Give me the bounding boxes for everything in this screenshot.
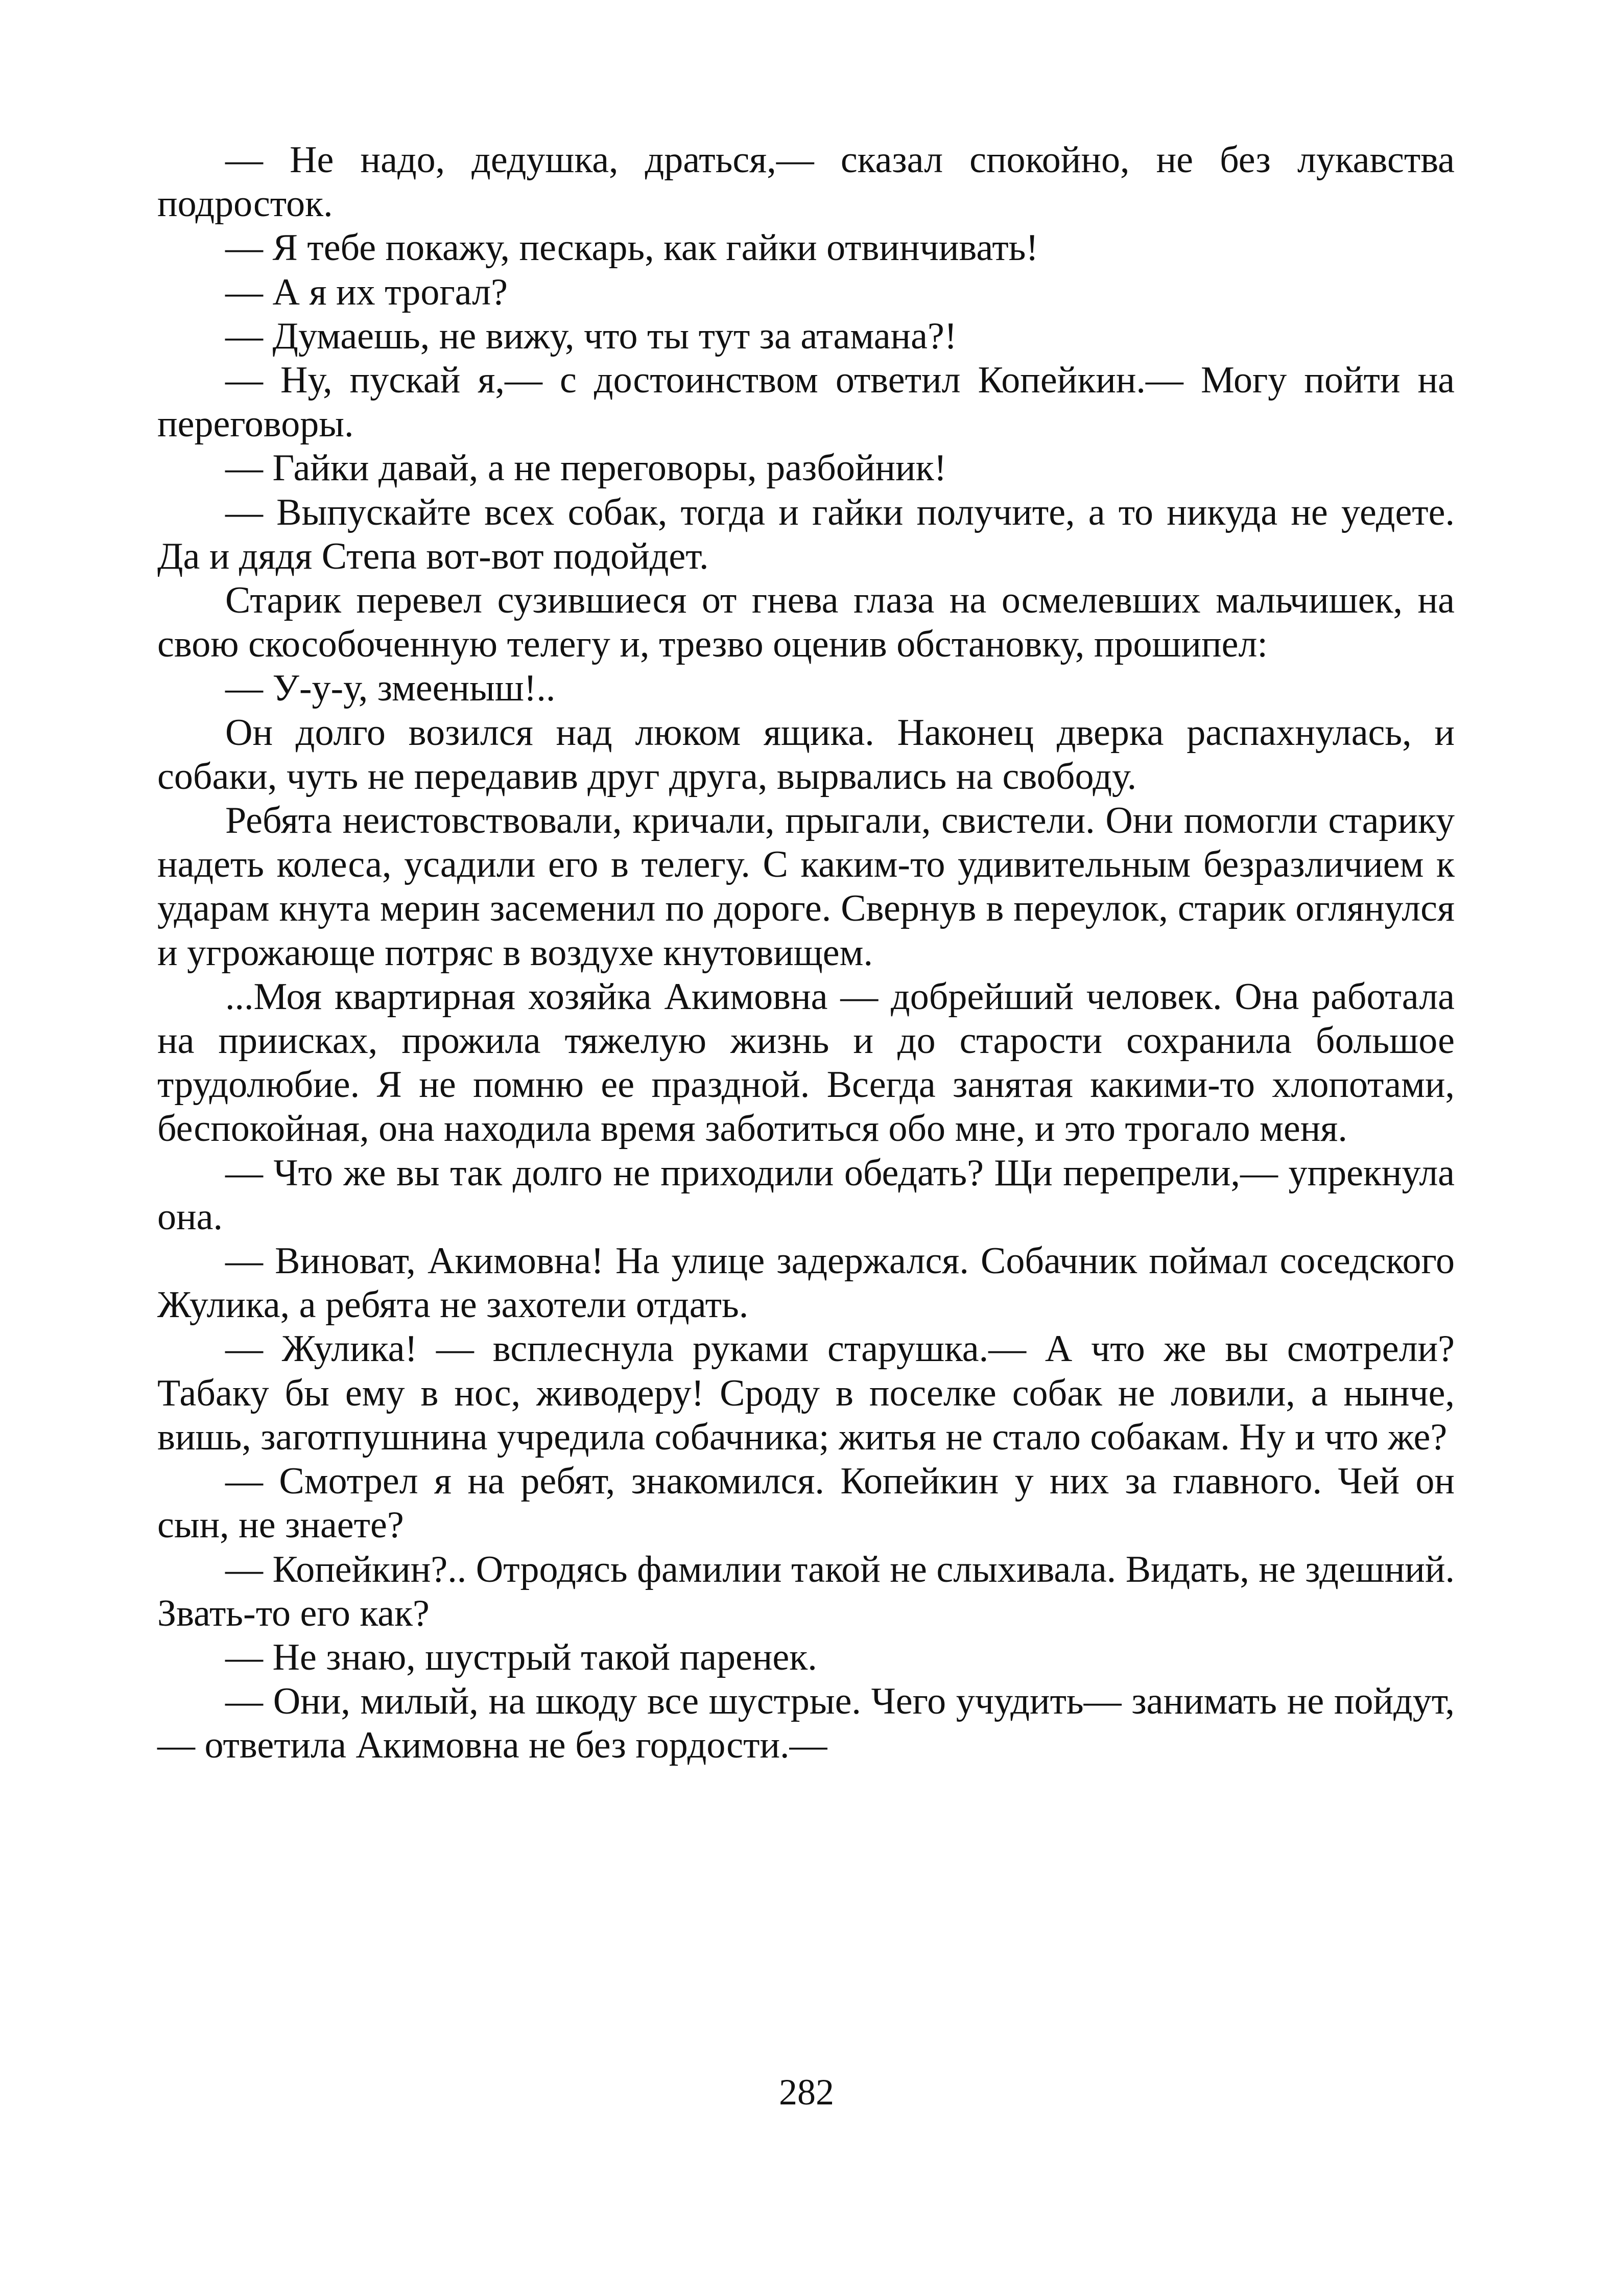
paragraph: — Я тебе покажу, пескарь, как гайки отвинчивать! — [225, 227, 1039, 269]
paragraph: — У-у-у, змееныш!.. — [225, 667, 556, 710]
paragraph: — Жулика! — всплеснула руками старушка.— А что же вы смотрели? Табаку бы ему в нос, живодеру! Сроду в поселке собак не ловили, а нынче, вишь, заготпушнина учредила собачника; житья не стало собакам. Ну и что же? — [157, 1328, 1455, 1458]
paragraph: — Копейкин?.. Отродясь фамилии такой не слыхивала. Видать, не здешний. Звать-то его как? — [157, 1548, 1455, 1634]
paragraph: — Гайки давай, а не переговоры, разбойник! — [225, 447, 947, 489]
body-text — [157, 138, 1455, 1768]
paragraph: Он долго возился над люком ящика. Наконец дверка распахнулась, и собаки, чуть не передавив друг друга, вырвались на свободу. — [157, 711, 1455, 798]
paragraph: — Не знаю, шустрый такой паренек. — [225, 1636, 817, 1678]
paragraph: — Не надо, дедушка, драться,— сказал спокойно, не без лукавства подросток. — [157, 139, 1455, 225]
paragraph: — Они, милый, на шкоду все шустрые. Чего учудить— занимать не пойдут,— ответила Акимовна не без гордости.— — [157, 1680, 1455, 1767]
paragraph: — Думаешь, не вижу, что ты тут за атамана?! — [225, 315, 957, 357]
paragraph: ...Моя квартирная хозяйка Акимовна — добрейший человек. Она работала на приисках, прожила тяжелую жизнь и до старости сохранила большое трудолюбие. Я не помню ее праздной. Всегда занятая какими-то хлопотами, беспокойная, она находила время заботиться обо мне, и это трогало меня. — [157, 975, 1455, 1150]
paragraph: — Виноват, Акимовна! На улице задержался. Собачник поймал соседского Жулика, а ребята не захотели отдать. — [157, 1240, 1455, 1326]
paragraph: — Что же вы так долго не приходили обедать? Щи перепрели,— упрекнула она. — [157, 1152, 1455, 1238]
page-number: 282 — [779, 2072, 834, 2113]
paragraph: — Смотрел я на ребят, знакомился. Копейкин у них за главного. Чей он сын, не знаете? — [157, 1460, 1455, 1547]
paragraph: Старик перевел сузившиеся от гнева глаза на осмелевших мальчишек, на свою скособоченную телегу и, трезво оценив обстановку, прошипел: — [157, 579, 1455, 666]
paragraph: — А я их трогал? — [225, 271, 508, 313]
paragraph: — Выпускайте всех собак, тогда и гайки получите, а то никуда не уедете. Да и дядя Степа вот-вот подойдет. — [157, 491, 1455, 577]
paragraph: — Ну, пускай я,— с достоинством ответил Копейкин.— Могу пойти на переговоры. — [157, 359, 1455, 446]
paragraph: Ребята неистовствовали, кричали, прыгали, свистели. Они помогли старику надеть колеса, усадили его в телегу. С каким-то удивительным безразличием к ударам кнута мерин засеменил по дороге. Свернув в переулок, старик оглянулся и угрожающе потряс в воздухе кнутовищем. — [157, 800, 1455, 974]
